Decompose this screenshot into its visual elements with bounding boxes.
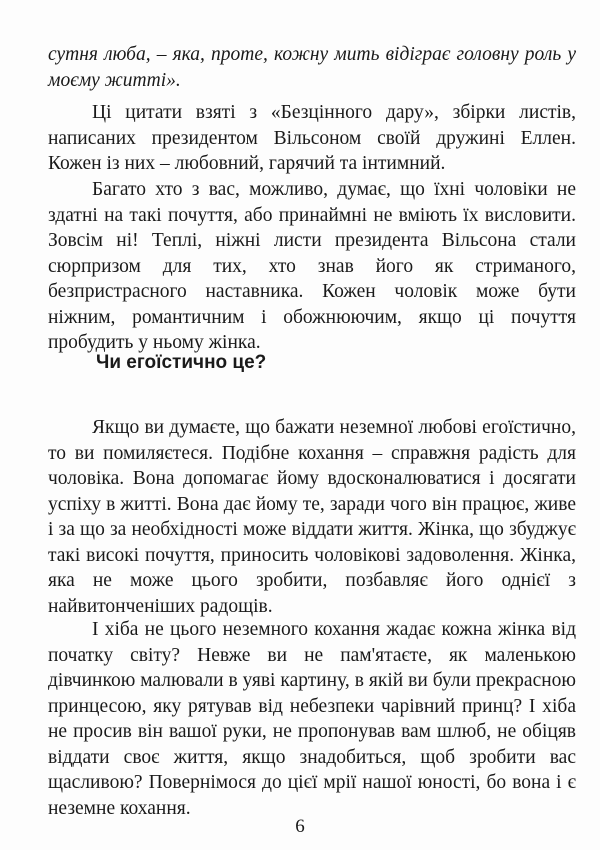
paragraph-quotes-source: Ці цитати взяті з «Безцінного дару», збірки листів, написаних президентом Вільсоном своїй дружині Еллен. Кожен із них – любовний, гарячий та інтимний. xyxy=(48,102,576,174)
quote-continuation: сутня люба, – яка, проте, кожну мить відіграє головну роль у моєму житті». xyxy=(48,44,576,91)
paragraph-selfish: Якщо ви думаєте, що бажати неземної любові егоїстично, то ви помиляєтеся. Подібне кохання – справжня радість для чоловіка. Вона допомагає йому вдосконалюватися і досягати успіху в житті. Вона дає йому те, заради чого він працює, живе і за що за необхідності може віддати життя. Жінка, що збуджує такі високі почуття, приносить чоловікові задоволення. Жінка, яка не може цього зробити, позбавляє його однієї з найвитонченіших радощів. xyxy=(48,417,576,617)
section-heading: Чи егоїстично це? xyxy=(96,352,267,373)
paragraph-men-capable: Багато хто з вас, можливо, думає, що їхні чоловіки не здатні на такі почуття, або принаймні не вміють їх висловити. Зовсім ні! Теплі, ніжні листи президента Вільсона стали сюрпризом для тих, хто знав його як стриманого, безпристрасного наставника. Кожен чоловік може бути ніжним, романтичним і обожнюючим, якщо ці почуття пробудить у ньому жінка. xyxy=(48,179,576,353)
page-number: 6 xyxy=(295,816,305,837)
paragraph-girlhood-dream: І хіба не цього неземного кохання жадає кожна жінка від початку світу? Невже ви не пам'ятаєте, як маленькою дівчинкою малювали в уяві картину, в якій ви були прекрасною принцесою, яку рятував від небезпеки чарівний принц? І хіба не просив він вашої руки, не пропонував вам шлюб, не обіцяв віддати своє життя, якщо знадобиться, щоб зробити вас щасливою? Повернімося до цієї мрії нашої юності, бо вона і є неземне кохання. xyxy=(48,619,576,819)
